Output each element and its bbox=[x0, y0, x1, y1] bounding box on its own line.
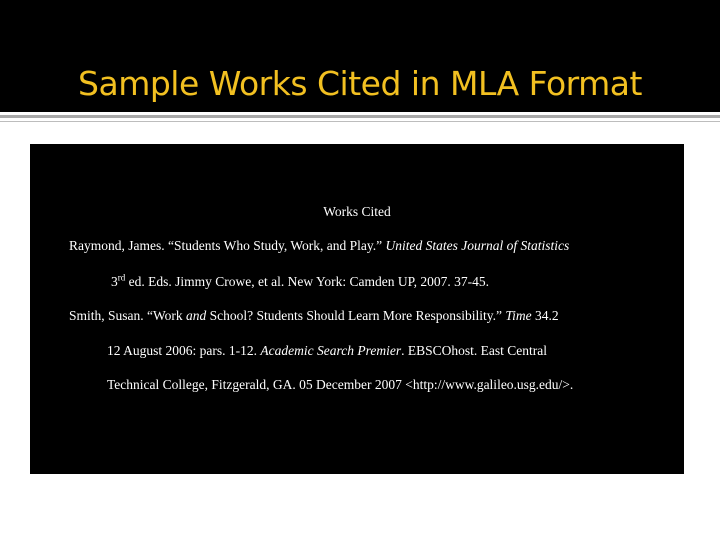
entry2-database: Academic Search Premier bbox=[260, 343, 402, 358]
entry1-journal: United States Journal of Statistics bbox=[385, 238, 570, 253]
works-cited-heading: Works Cited bbox=[323, 204, 391, 219]
entry1-line1 bbox=[69, 237, 569, 255]
entry2-date-pars: 12 August 2006: pars. 1-12. bbox=[107, 343, 261, 358]
entry2-line1 bbox=[69, 307, 559, 325]
entry2-volume: 34.2 bbox=[531, 308, 559, 323]
entry2-line3: Technical College, Fitzgerald, GA. 05 December 2007 <http://www.galileo.usg.edu/>. bbox=[107, 377, 574, 392]
entry2-journal: Time bbox=[505, 308, 532, 323]
entry1-author-title: Raymond, James. “Students Who Study, Work, and Play.” bbox=[69, 238, 386, 253]
entry1-line2 bbox=[111, 273, 489, 291]
entry1-edition-number: 3 bbox=[111, 274, 118, 289]
title-bar bbox=[0, 0, 720, 112]
entry2-and: and bbox=[186, 308, 207, 323]
entry1-edition-suffix: rd bbox=[117, 272, 126, 283]
divider-thick bbox=[0, 115, 720, 118]
slide-title: Sample Works Cited in MLA Format bbox=[78, 64, 642, 103]
entry2-service: . EBSCOhost. East Central bbox=[401, 343, 547, 358]
entry2-line2 bbox=[107, 342, 547, 360]
entry2-author-a: Smith, Susan. “Work bbox=[69, 308, 187, 323]
works-cited-panel bbox=[30, 144, 684, 474]
divider-thin bbox=[0, 121, 720, 122]
entry2-title: School? Students Should Learn More Responsibility.” bbox=[206, 308, 506, 323]
entry1-publication: ed. Eds. Jimmy Crowe, et al. New York: Camden UP, 2007. 37-45. bbox=[125, 274, 489, 289]
